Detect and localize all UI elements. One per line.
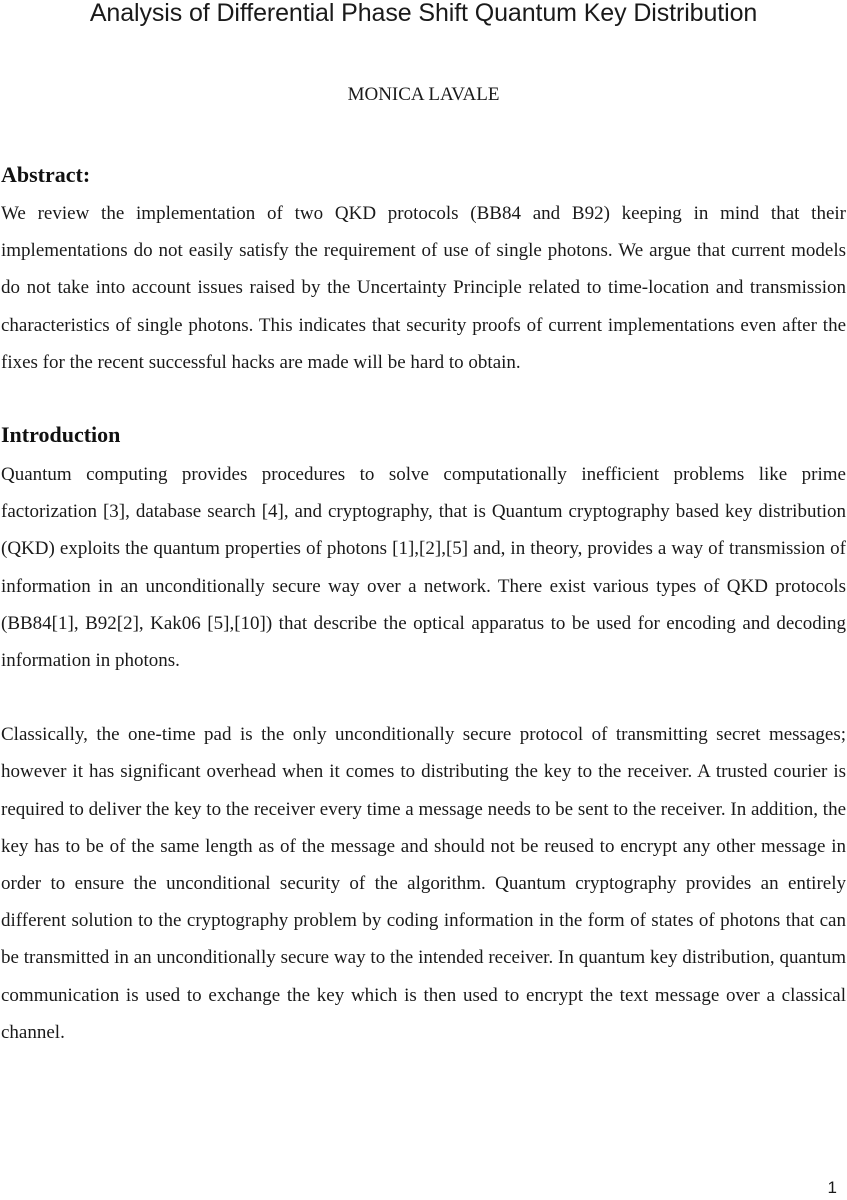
page-number: 1	[827, 1178, 837, 1197]
author-name: MONICA LAVALE	[347, 84, 500, 105]
paper-title: Analysis of Differential Phase Shift Quantum Key Distribution	[89, 0, 758, 27]
abstract-text: We review the implementation of two QKD protocols (BB84 and B92) keeping in mind that their implementations do not easily satisfy the requirement of use of single photons. We argue that current models do not take into account issues raised by the Uncertainty Principle related to time-location and transmission characteristics of single photons. This indicates that security proofs of current implementations even after the fixes for the recent successful hacks are made will be hard to obtain.	[1, 203, 846, 373]
abstract-heading: Abstract:	[1, 162, 91, 187]
introduction-paragraph-2: Classically, the one-time pad is the only unconditionally secure protocol of transmitting secret messages; however it has significant overhead when it comes to distributing the key to the receiver. A trusted courier is required to deliver the key to the receiver every time a message needs to be sent to the receiver. In addition, the key has to be of the same length as of the message and should not be reused to encrypt any other message in order to ensure the unconditional security of the algorithm. Quantum cryptography provides an entirely different solution to the cryptography problem by coding information in the form of states of photons that can be transmitted in an unconditionally secure way to the intended receiver. In quantum key distribution, quantum communication is used to exchange the key which is then used to encrypt the text message over a classical channel.	[1, 724, 846, 1043]
introduction-heading: Introduction	[1, 422, 121, 448]
introduction-paragraph-1: Quantum computing provides procedures to solve computationally inefficient problems like prime factorization [3], database search [4], and cryptography, that is Quantum cryptography based key distribution (QKD) exploits the quantum properties of photons [1],[2],[5] and, in theory, provides a way of transmission of information in an unconditionally secure way over a network. There exist various types of QKD protocols (BB84[1], B92[2], Kak06 [5],[10]) that describe the optical apparatus to be used for encoding and decoding information in photons.	[1, 464, 846, 672]
